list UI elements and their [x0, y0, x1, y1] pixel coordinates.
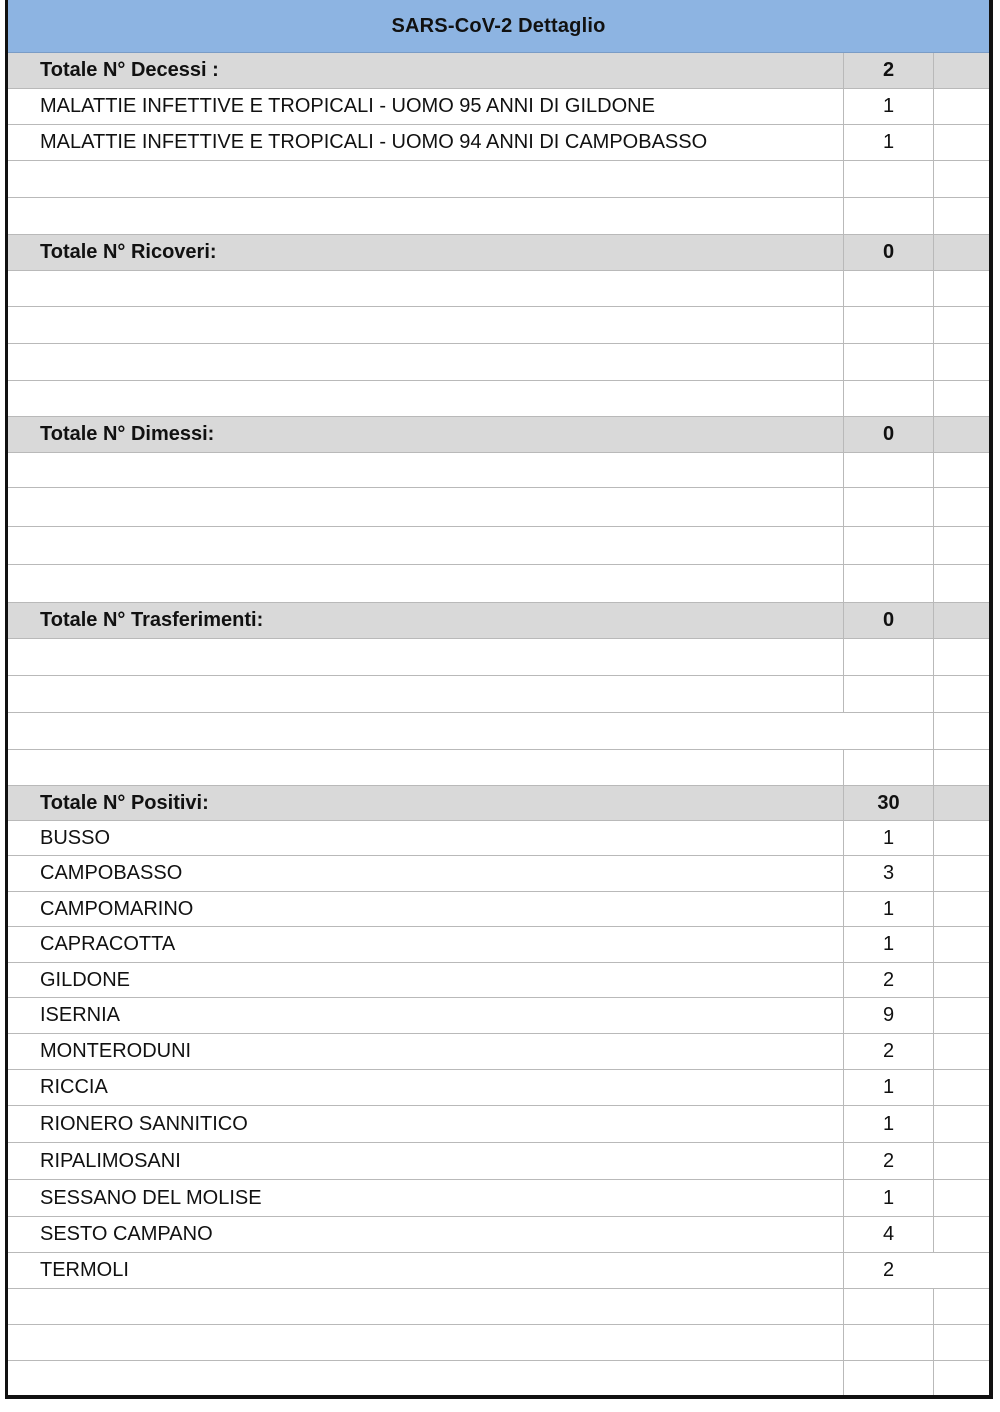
row-value: 1	[882, 897, 895, 920]
column-divider	[843, 53, 844, 713]
row-label: RIPALIMOSANI	[40, 1149, 181, 1172]
row-label: MALATTIE INFETTIVE E TROPICALI - UOMO 94 ANNI DI CAMPOBASSO	[40, 131, 708, 153]
row-label: BUSSO	[40, 826, 111, 849]
row-value: 1	[882, 826, 895, 849]
row-label: CAPRACOTTA	[40, 933, 176, 955]
row-value: 2	[882, 1149, 895, 1172]
row-value: 2	[882, 1259, 895, 1281]
left-border	[5, 0, 8, 1399]
right-border	[989, 0, 993, 1399]
row-label: TERMOLI	[40, 1259, 129, 1281]
total-label: Totale N° Dimessi:	[40, 423, 215, 445]
row-value: 1	[882, 933, 895, 955]
row-value: 1	[882, 131, 895, 153]
row-value: 1	[882, 1112, 895, 1135]
row-value: 4	[882, 1223, 895, 1245]
total-label: Totale N° Ricoveri:	[40, 241, 217, 263]
total-value: 0	[882, 423, 895, 445]
total-label: Totale N° Decessi :	[40, 59, 219, 81]
total-value: 0	[882, 609, 895, 631]
column-divider	[843, 750, 844, 1396]
row-value: 1	[882, 95, 895, 117]
total-value: 0	[882, 241, 895, 263]
row-value: 2	[882, 1040, 895, 1062]
row-label: MALATTIE INFETTIVE E TROPICALI - UOMO 95 ANNI DI GILDONE	[40, 95, 655, 117]
row-label: CAMPOMARINO	[40, 897, 194, 920]
table-title: SARS-CoV-2 Dettaglio	[7, 0, 990, 53]
row-label: SESTO CAMPANO	[40, 1223, 213, 1245]
row-value: 2	[882, 968, 895, 991]
row-label: ISERNIA	[40, 1004, 121, 1026]
row-value: 1	[882, 1186, 895, 1209]
row-label: RICCIA	[40, 1076, 108, 1098]
total-value: 2	[882, 59, 895, 81]
row-value: 3	[882, 862, 895, 884]
total-label: Totale N° Trasferimenti:	[40, 609, 264, 631]
empty-row	[7, 713, 990, 750]
column-divider	[933, 53, 934, 1253]
row-label: SESSANO DEL MOLISE	[40, 1186, 262, 1209]
row-label: GILDONE	[40, 968, 131, 991]
bottom-border	[5, 1395, 993, 1399]
column-divider	[933, 1289, 934, 1396]
row-label: RIONERO SANNITICO	[40, 1112, 248, 1135]
total-value: 30	[877, 791, 900, 814]
total-label: Totale N° Positivi:	[40, 791, 209, 814]
row-label: MONTERODUNI	[40, 1040, 192, 1062]
row-label: CAMPOBASSO	[40, 862, 183, 884]
row-value: 1	[882, 1076, 895, 1098]
row-value: 9	[882, 1004, 895, 1026]
